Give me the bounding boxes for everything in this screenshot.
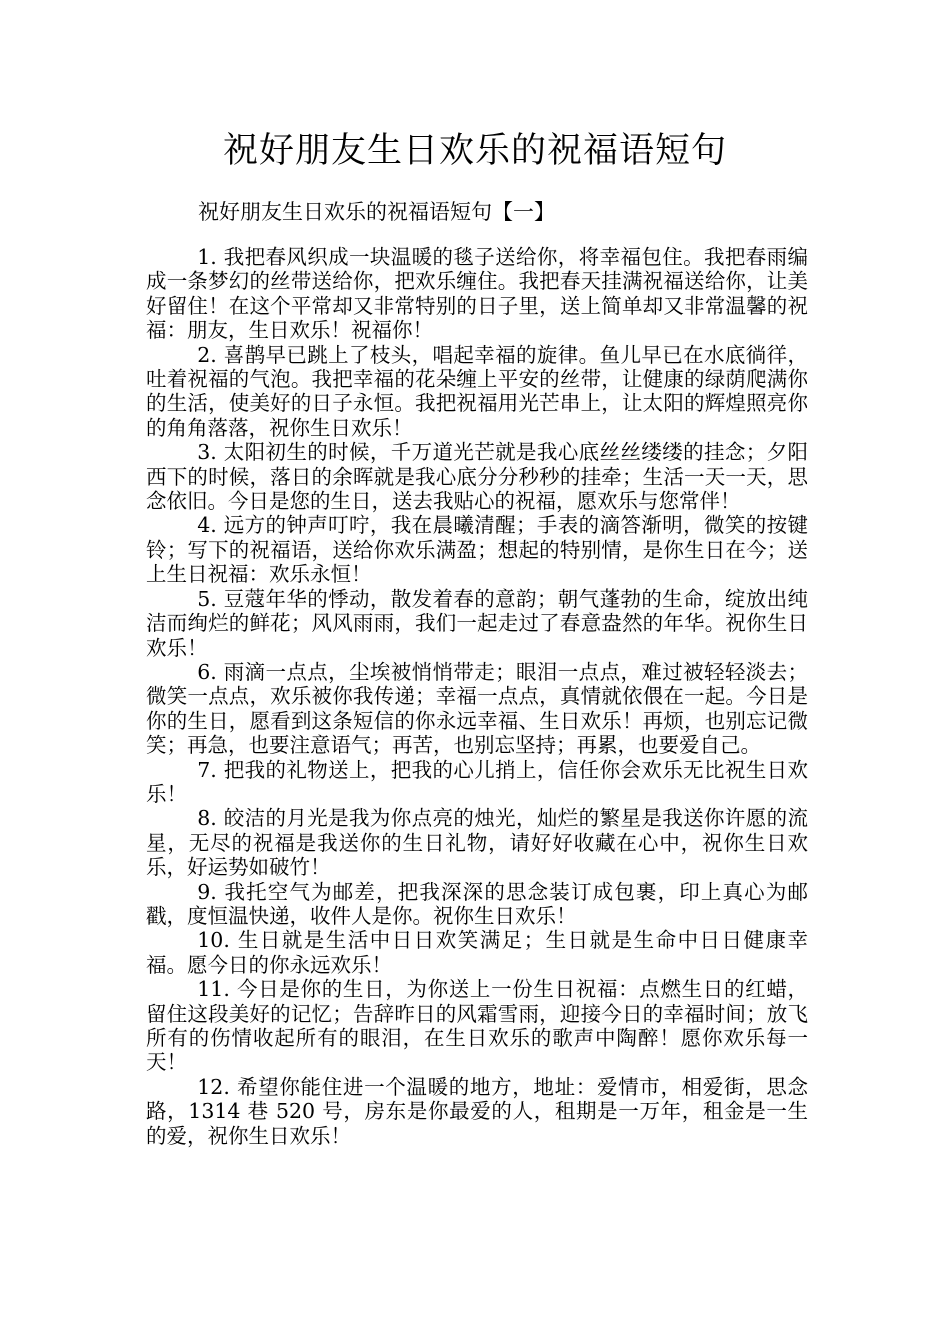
document-title: 祝好朋友生日欢乐的祝福语短句: [222, 131, 727, 171]
paragraph-8: 8. 皎洁的月光是我为你点亮的烛光，灿烂的繁星是我送你许愿的流星，无尽的祝福是我送你的生日礼物，请好好收藏在心中，祝你生日欢乐，好运势如破竹！: [146, 806, 808, 880]
paragraph-5: 5. 豆蔻年华的悸动，散发着春的意韵；朝气蓬勃的生命，绽放出纯洁而绚烂的鲜花；风风雨雨，我们一起走过了春意盎然的年华。祝你生日欢乐！: [146, 586, 808, 660]
paragraph-7: 7. 把我的礼物送上，把我的心儿捎上，信任你会欢乐无比祝生日欢乐！: [146, 757, 808, 806]
paragraph-4: 4. 远方的钟声叮咛，我在晨曦清醒；手表的滴答渐明，微笑的按键铃；写下的祝福语，送给你欢乐满盈；想起的特别情，是你生日在今；送上生日祝福：欢乐永恒！: [146, 513, 808, 587]
paragraph-3: 3. 太阳初生的时候，千万道光芒就是我心底丝丝缕缕的挂念；夕阳西下的时候，落日的余晖就是我心底分分秒秒的挂牵；生活一天一天，思念依旧。今日是您的生日，送去我贴心的祝福，愿欢乐与您常伴！: [146, 440, 808, 514]
document-body: [146, 245, 808, 1148]
section-heading: 祝好朋友生日欢乐的祝福语短句【一】: [198, 200, 555, 224]
paragraph-11: 11. 今日是你的生日，为你送上一份生日祝福：点燃生日的红蜡，留住这段美好的记忆；告辞昨日的风霜雪雨，迎接今日的幸福时间；放飞所有的伤情收起所有的眼泪，在生日欢乐的歌声中陶醉！愿你欢乐每一天！: [146, 977, 808, 1075]
paragraph-10: 10. 生日就是生活中日日欢笑满足；生日就是生命中日日健康幸福。愿今日的你永远欢乐！: [146, 928, 808, 977]
paragraph-6: 6. 雨滴一点点，尘埃被悄悄带走；眼泪一点点，难过被轻轻淡去；微笑一点点，欢乐被你我传递；幸福一点点，真情就依偎在一起。今日是你的生日，愿看到这条短信的你永远幸福、生日欢乐！再烦，也别忘记微笑；再急，也要注意语气；再苦，也别忘坚持；再累，也要爱自己。: [146, 659, 808, 758]
paragraph-9: 9. 我托空气为邮差，把我深深的思念装订成包裹，印上真心为邮戳，度恒温快递，收件人是你。祝你生日欢乐！: [146, 879, 808, 928]
paragraph-1: 1. 我把春风织成一块温暖的毯子送给你，将幸福包住。我把春雨编成一条梦幻的丝带送给你，把欢乐缠住。我把春天挂满祝福送给你，让美好留住！在这个平常却又非常特别的日子里，送上简单却又非常温馨的祝福：朋友，生日欢乐！祝福你！: [146, 245, 808, 343]
paragraph-2: 2. 喜鹊早已跳上了枝头，唱起幸福的旋律。鱼儿早已在水底徜徉，吐着祝福的气泡。我把幸福的花朵缠上平安的丝带，让健康的绿荫爬满你的生活，使美好的日子永恒。我把祝福用光芒串上，让太阳的辉煌照亮你的角角落落，祝你生日欢乐！: [146, 342, 808, 440]
paragraph-12: 12. 希望你能住进一个温暖的地方，地址：爱情市，相爱街，思念路，1314 巷 520 号，房东是你最爱的人，租期是一万年，租金是一生的爱，祝你生日欢乐！: [146, 1074, 808, 1148]
